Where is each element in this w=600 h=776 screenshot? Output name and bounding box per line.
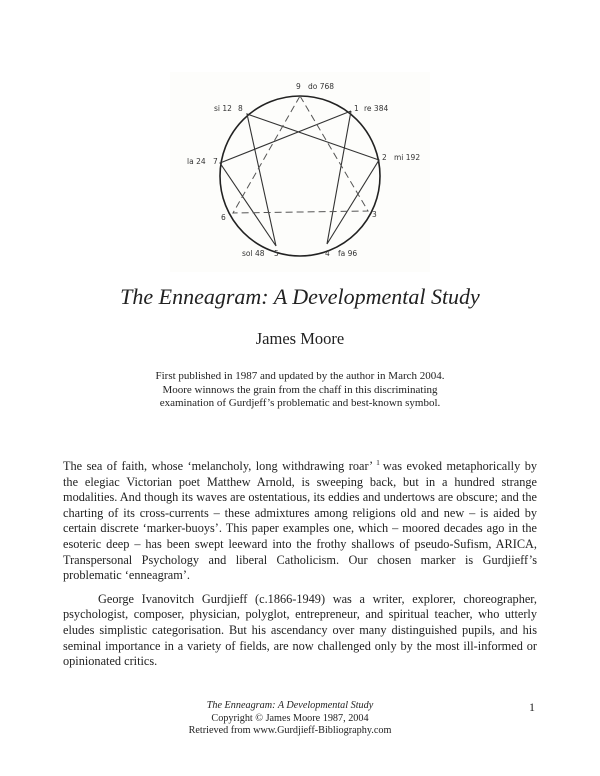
abstract — [100, 370, 500, 411]
footer-title: The Enneagram: A Developmental Study — [206, 700, 374, 711]
enneagram-hexad — [220, 111, 379, 246]
point-label-8: 8 — [238, 104, 243, 113]
note-label-4: fa 96 — [338, 249, 358, 258]
note-label-9: do 768 — [308, 82, 335, 91]
document-title: The Enneagram: A Developmental Study — [120, 284, 480, 309]
note-label-2: mi 192 — [394, 153, 421, 162]
point-label-4: 4 — [325, 249, 330, 258]
footer-copyright: Copyright © James Moore 1987, 2004 — [211, 712, 369, 724]
enneagram-triangle — [233, 96, 368, 213]
note-label-8: si 12 — [214, 104, 232, 113]
point-label-3: 3 — [372, 210, 377, 219]
abstract-line: Moore winnows the grain from the chaff in this discriminating — [162, 383, 438, 396]
paragraph-2: George Ivanovitch Gurdjieff (c.1866-1949) was a writer, explorer, choreographer, psychologist, composer, physician, polyglot, entrepreneur, and spiritual teacher, who utterly eludes simplistic categorisation. But his ascendancy over many distinguished pupils, and his seminal importance in a variety of fields, are now challenged only by the most ill-informed or opinionated critics. — [63, 591, 537, 669]
point-label-6: 6 — [221, 213, 226, 222]
abstract-line: examination of Gurdjeff’s problematic and best-known symbol. — [159, 397, 441, 409]
abstract-line: First published in 1987 and updated by the author in March 2004. — [155, 370, 445, 382]
footer-retrieved: Retrieved from www.Gurdjieff-Bibliography.com — [188, 725, 392, 736]
note-label-7: la 24 — [187, 157, 206, 166]
page-number: 1 — [529, 700, 535, 714]
paragraph-1-start: The sea of faith, whose ‘melancholy, long withdrawing roar’ — [63, 459, 374, 473]
enneagram-figure — [170, 72, 430, 272]
paragraph-1 — [63, 459, 537, 584]
body-text — [63, 459, 537, 670]
note-label-5: sol 48 — [242, 249, 265, 258]
paragraph-1-rest: was evoked metaphorically by the elegiac Victorian poet Matthew Arnold, is sweeping back, but in a hundred strange modalities. And though its waves are ostentatious, its eddies and undertows are obscure; and the charting of its cross-currents – these admixtures among religions old and new – is aided by certain discrete ‘marker-buoys’. This paper examples one, which – moored decades ago in the esoteric deep – has been swept leeward into the frothy shallows of pseudo-Sufism, ARICA, Transpersonal Psychology and liberal Catholicism. Our chosen marker is Gurdjieff’s problematic ‘enneagram’. — [63, 459, 538, 583]
enneagram-circle — [220, 96, 380, 256]
point-label-1: 1 — [354, 104, 359, 113]
point-label-5: 5 — [274, 249, 279, 258]
footnote-ref[interactable]: 1 — [376, 457, 380, 467]
point-label-7: 7 — [213, 157, 218, 166]
page-footer — [150, 700, 430, 738]
note-label-1: re 384 — [364, 104, 389, 113]
document-author: James Moore — [255, 329, 345, 348]
point-label-9: 9 — [296, 82, 301, 91]
enneagram-diagram — [170, 72, 430, 272]
point-label-2: 2 — [382, 153, 387, 162]
